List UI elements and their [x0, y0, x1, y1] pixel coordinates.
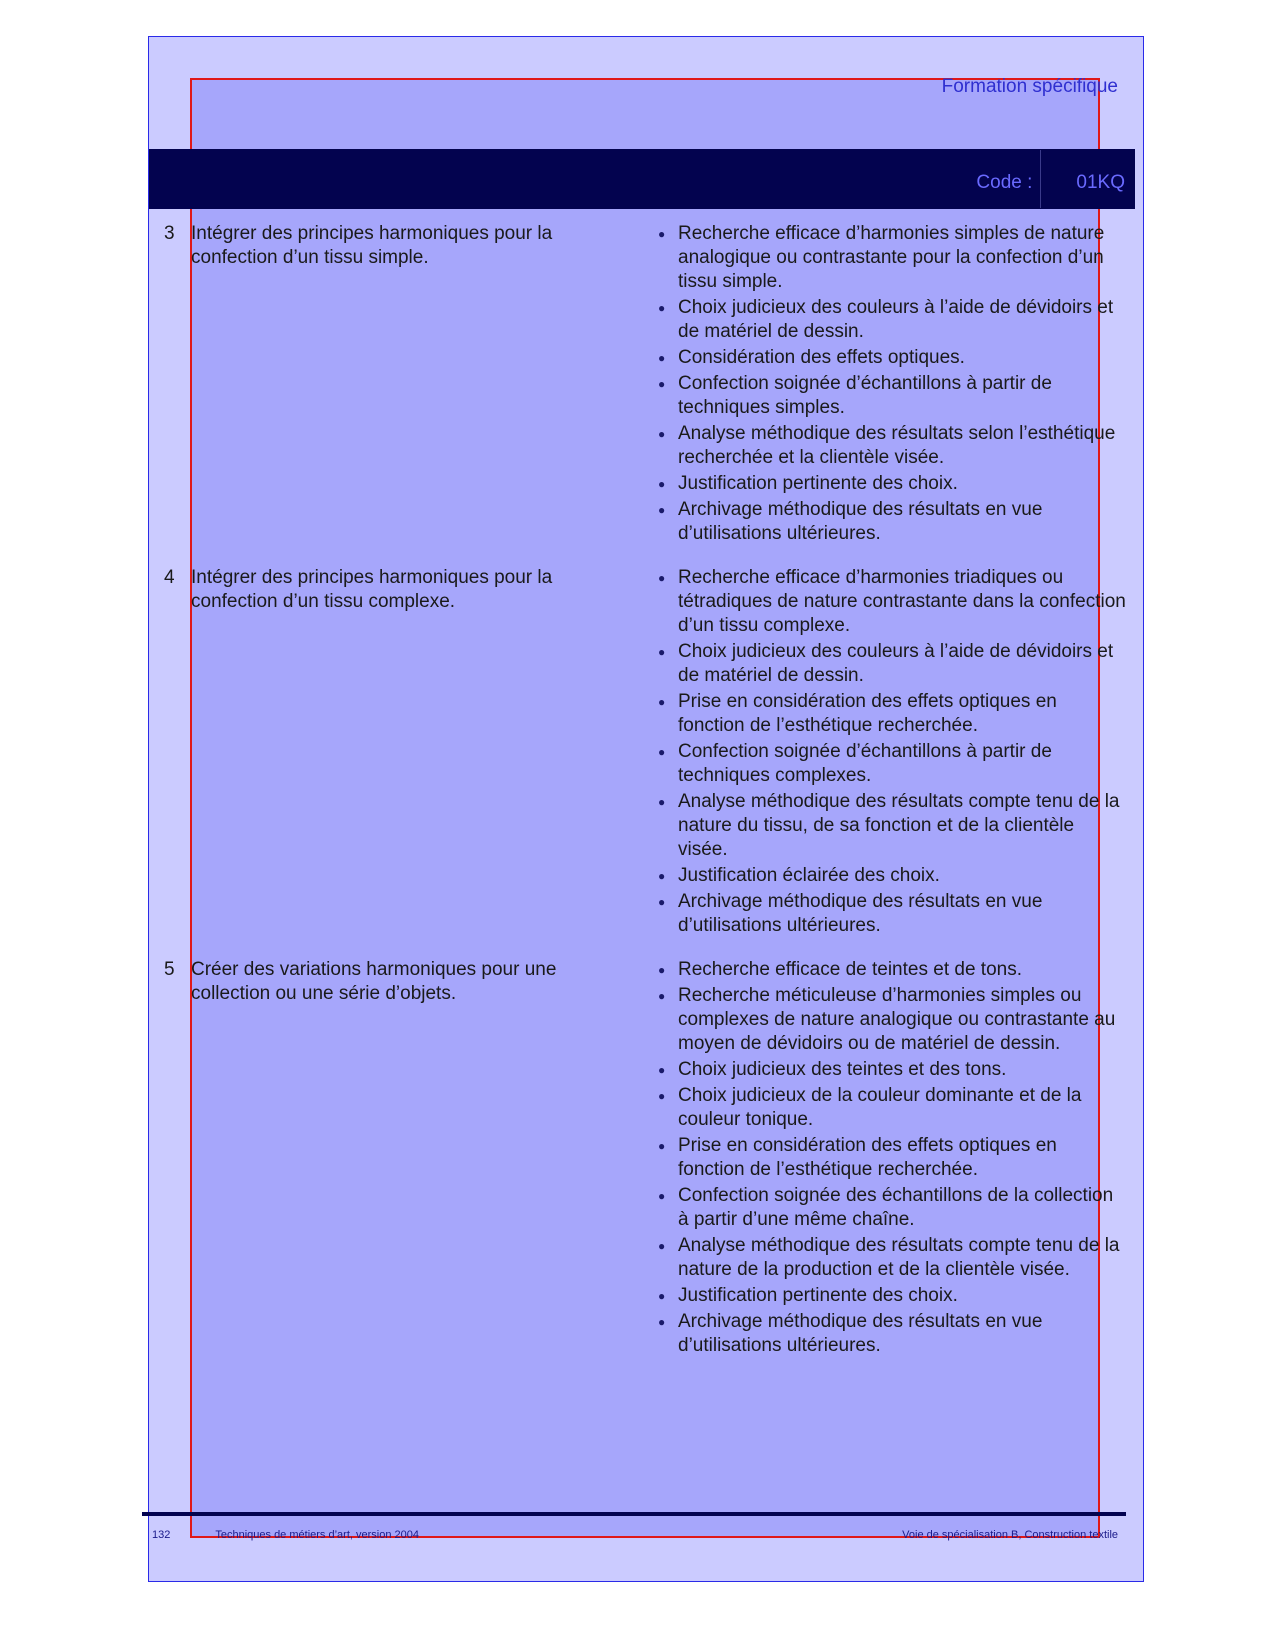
page-header-title: Formation spécifique — [941, 76, 1118, 97]
footer-program: Techniques de métiers d’art, version 2004 — [215, 1529, 419, 1541]
list-item: ● Recherche efficace d’harmonies triadiques ou tétradiques de nature contrastante dans la confection d’un tissu complexe. — [678, 566, 1128, 638]
list-item: ● Considération des effets optiques. — [678, 346, 1128, 370]
performance-criteria-list — [678, 958, 1128, 1360]
list-item: ● Choix judicieux des couleurs à l’aide de dévidoirs et de matériel de dessin. — [678, 640, 1128, 688]
criterion-title: Créer des variations harmoniques pour une collection ou une série d’objets. — [191, 959, 557, 1004]
code-label: Code : — [976, 172, 1033, 193]
performance-criteria-list — [678, 566, 1128, 940]
list-item: ● Recherche méticuleuse d’harmonies simples ou complexes de nature analogique ou contrastante au moyen de dévidoirs ou de matériel de dessin. — [678, 984, 1128, 1056]
list-item: ● Analyse méthodique des résultats compte tenu de la nature de la production et de la clientèle visée. — [678, 1234, 1128, 1282]
list-item: ● Justification pertinente des choix. — [678, 1284, 1128, 1308]
list-item: ● Justification éclairée des choix. — [678, 864, 1128, 888]
list-item: ● Archivage méthodique des résultats en vue d’utilisations ultérieures. — [678, 1310, 1128, 1358]
list-item: ● Choix judicieux des teintes et des tons. — [678, 1058, 1128, 1082]
list-item: ● Prise en considération des effets optiques en fonction de l’esthétique recherchée. — [678, 1134, 1128, 1182]
list-item: ● Recherche efficace d’harmonies simples de nature analogique ou contrastante pour la confection d’un tissu simple. — [678, 222, 1128, 294]
criterion-title: Intégrer des principes harmoniques pour la confection d’un tissu complexe. — [191, 567, 553, 612]
list-item: ● Analyse méthodique des résultats selon l’esthétique recherchée et la clientèle visée. — [678, 422, 1128, 470]
footer-left — [152, 1529, 419, 1541]
code-value: 01KQ — [1076, 172, 1125, 193]
list-item: ● Confection soignée d’échantillons à partir de techniques simples. — [678, 372, 1128, 420]
page-number: 132 — [152, 1529, 171, 1541]
criterion-number: 5 — [164, 959, 175, 980]
list-item: ● Archivage méthodique des résultats en vue d’utilisations ultérieures. — [678, 498, 1128, 546]
list-item: ● Recherche efficace de teintes et de tons. — [678, 958, 1128, 982]
performance-criteria-list — [678, 222, 1128, 548]
list-item: ● Confection soignée d’échantillons à partir de techniques complexes. — [678, 740, 1128, 788]
criterion-title: Intégrer des principes harmoniques pour la confection d’un tissu simple. — [191, 223, 553, 268]
footer-divider — [142, 1512, 1126, 1516]
list-item: ● Prise en considération des effets optiques en fonction de l’esthétique recherchée. — [678, 690, 1128, 738]
list-item: ● Analyse méthodique des résultats compte tenu de la nature du tissu, de sa fonction et de la clientèle visée. — [678, 790, 1128, 862]
footer-right: Voie de spécialisation B, Construction textile — [902, 1529, 1118, 1541]
course-code — [976, 172, 1125, 194]
criterion-number: 4 — [164, 567, 175, 588]
list-item: ● Confection soignée des échantillons de la collection à partir d’une même chaîne. — [678, 1184, 1128, 1232]
list-item: ● Choix judicieux des couleurs à l’aide de dévidoirs et de matériel de dessin. — [678, 296, 1128, 344]
list-item: ● Choix judicieux de la couleur dominante et de la couleur tonique. — [678, 1084, 1128, 1132]
list-item: ● Justification pertinente des choix. — [678, 472, 1128, 496]
criterion-number: 3 — [164, 223, 175, 244]
list-item: ● Archivage méthodique des résultats en vue d’utilisations ultérieures. — [678, 890, 1128, 938]
